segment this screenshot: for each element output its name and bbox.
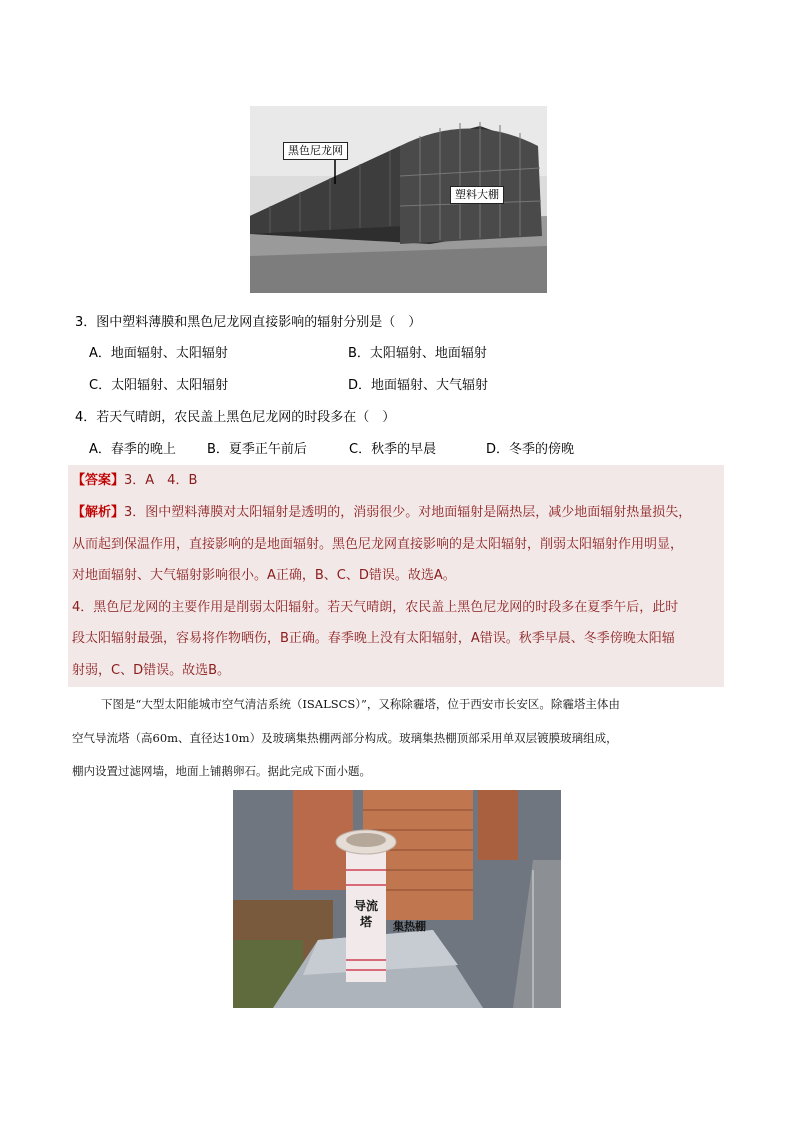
analysis-line-4: 4．黑色尼龙网的主要作用是削弱太阳辐射。若天气晴朗，农民盖上黑色尼龙网的时段多在夏季午后，此时	[72, 600, 679, 615]
q4-stem: 4．若天气晴朗，农民盖上黑色尼龙网的时段多在（ ）	[75, 410, 396, 425]
q3-option-d: D．地面辐射、大气辐射	[348, 378, 489, 393]
plastic-shed-label: 塑料大棚	[450, 186, 504, 204]
intro-line-2: 空气导流塔（高60m、直径达10m）及玻璃集热棚两部分构成。玻璃集热棚顶部采用单双层镀膜玻璃组成，	[72, 731, 618, 745]
q3-stem: 3．图中塑料薄膜和黑色尼龙网直接影响的辐射分别是（ ）	[75, 315, 422, 330]
answer-tag: 【答案】	[72, 473, 125, 488]
greenhouse-figure	[250, 106, 547, 293]
analysis-tag: 【解析】	[72, 505, 125, 520]
intro-line-1: 下图是“大型太阳能城市空气清洁系统（ISALSCS）”，又称除霾塔，位于西安市长安区。除霾塔主体由	[101, 697, 620, 711]
guide-tower-label: 导流塔	[353, 899, 378, 929]
intro-line-3: 棚内设置过滤网墙，地面上铺鹅卵石。据此完成下面小题。	[72, 764, 371, 778]
q3-option-a: A．地面辐射、太阳辐射	[89, 346, 228, 361]
q4-option-c: C．秋季的早晨	[349, 442, 437, 457]
q3-option-c: C．太阳辐射、太阳辐射	[89, 378, 229, 393]
heat-shed-label: 集热棚	[393, 920, 426, 933]
analysis-line-6: 射弱，C、D错误。故选B。	[72, 663, 231, 678]
answer-text: 3．A 4．B	[124, 473, 198, 488]
analysis-line-1	[72, 504, 691, 522]
q4-option-b: B．夏季正午前后	[207, 442, 307, 457]
q3-option-b: B．太阳辐射、地面辐射	[348, 346, 487, 361]
analysis-text-1: 3．图中塑料薄膜对太阳辐射是透明的，消弱很少。对地面辐射是隔热层，减少地面辐射热量损失，	[124, 505, 692, 520]
q4-option-a: A．春季的晚上	[89, 442, 176, 457]
smog-tower-figure	[233, 790, 561, 1008]
nylon-net-label: 黑色尼龙网	[283, 142, 348, 160]
analysis-line-5: 段太阳辐射最强，容易将作物晒伤，B正确。春季晚上没有太阳辐射，A错误。秋季早晨、冬季傍晚太阳辐	[72, 631, 675, 646]
q4-option-d: D．冬季的傍晚	[486, 442, 575, 457]
analysis-line-3: 对地面辐射、大气辐射影响很小。A正确，B、C、D错误。故选A。	[72, 568, 456, 583]
answer-line	[72, 472, 197, 490]
smog-tower-illustration	[233, 790, 561, 1008]
analysis-line-2: 从而起到保温作用，直接影响的是地面辐射。黑色尼龙网直接影响的是太阳辐射，削弱太阳辐射作用明显，	[72, 537, 684, 552]
